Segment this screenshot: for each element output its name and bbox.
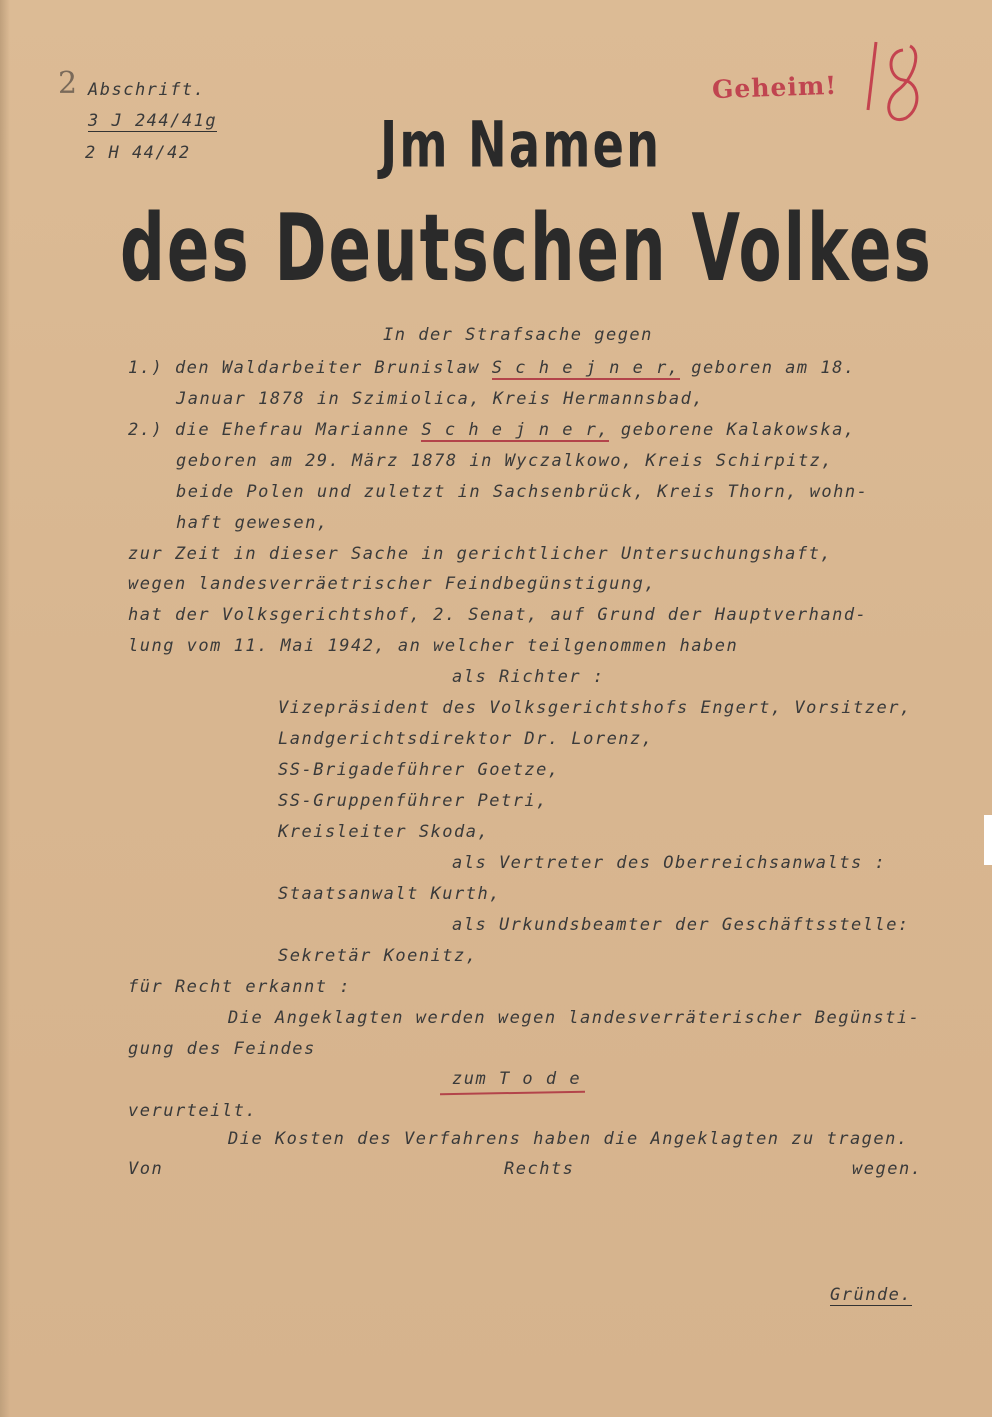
verdict-line-1: Die Angeklagten werden wegen landesverräterischer Begünsti-	[228, 1008, 921, 1028]
costs-line: Die Kosten des Verfahrens haben die Angeklagten zu tragen.	[228, 1129, 909, 1149]
reasons-heading: Gründe.	[830, 1285, 913, 1305]
judge-5: Kreisleiter Skoda,	[278, 822, 490, 842]
defendant-2-line-3: beide Polen und zuletzt in Sachsenbrück, Kreis Thorn, wohn-	[176, 482, 869, 502]
defendant-1-line-2: Januar 1878 in Szimiolica, Kreis Hermannsbad,	[176, 389, 705, 409]
clerk-heading: als Urkundsbeamter der Geschäftsstelle:	[452, 915, 910, 935]
judge-3: SS-Brigadeführer Goetze,	[278, 760, 560, 780]
closing-rechts: Rechts	[504, 1159, 575, 1179]
prosecutor-heading: als Vertreter des Oberreichsanwalts :	[452, 853, 887, 873]
defendant-2-line-4: haft gewesen,	[176, 513, 329, 533]
reference-number-2: 2 H 44/42	[85, 143, 191, 163]
court-line-2: lung vom 11. Mai 1942, an welcher teilgenommen haben	[128, 636, 739, 656]
verdict-line-2: gung des Feindes	[128, 1039, 316, 1059]
handwritten-number-18	[858, 30, 938, 130]
closing-von: Von	[128, 1159, 164, 1179]
judges-heading: als Richter :	[452, 667, 605, 687]
reference-number-1: 3 J 244/41g	[88, 111, 218, 131]
judge-2: Landgerichtsdirektor Dr. Lorenz,	[278, 729, 654, 749]
defendant-2-line-2: geboren am 29. März 1878 in Wyczalkowo, Kreis Schirpitz,	[176, 451, 834, 471]
title-line-1: Jm Namen	[380, 108, 662, 182]
page-edge-shadow	[0, 0, 10, 1417]
judge-4: SS-Gruppenführer Petri,	[278, 791, 548, 811]
prosecutor-name: Staatsanwalt Kurth,	[278, 884, 501, 904]
court-line-1: hat der Volksgerichtshof, 2. Senat, auf Grund der Hauptverhand-	[128, 605, 868, 625]
defendant-2-line-1: 2.) die Ehefrau Marianne S c h e j n e r, geborene Kalakowska,	[128, 420, 856, 440]
closing-wegen: wegen.	[852, 1159, 923, 1179]
judgment-intro: für Recht erkannt :	[128, 977, 351, 997]
defendant-1-line-1: 1.) den Waldarbeiter Brunislaw S c h e j n e r, geboren am 18.	[128, 358, 856, 378]
secret-stamp: Geheim!	[711, 70, 838, 105]
page-edge-gap	[984, 815, 992, 865]
red-underline	[440, 1091, 585, 1096]
title-line-2: des Deutschen Volkes	[120, 196, 933, 304]
page-mark: 2	[58, 66, 78, 101]
judge-1: Vizepräsident des Volksgerichtshofs Engert, Vorsitzer,	[278, 698, 912, 718]
death-sentence: zum T o d e	[452, 1069, 582, 1089]
custody-line: zur Zeit in dieser Sache in gerichtlicher Untersuchungshaft,	[128, 544, 833, 564]
clerk-name: Sekretär Koenitz,	[278, 946, 478, 966]
intro-line: In der Strafsache gegen	[383, 325, 653, 345]
sentenced-word: verurteilt.	[128, 1101, 258, 1121]
copy-label: Abschrift.	[88, 80, 206, 100]
charge-line: wegen landesverräetrischer Feindbegünstigung,	[128, 574, 657, 594]
